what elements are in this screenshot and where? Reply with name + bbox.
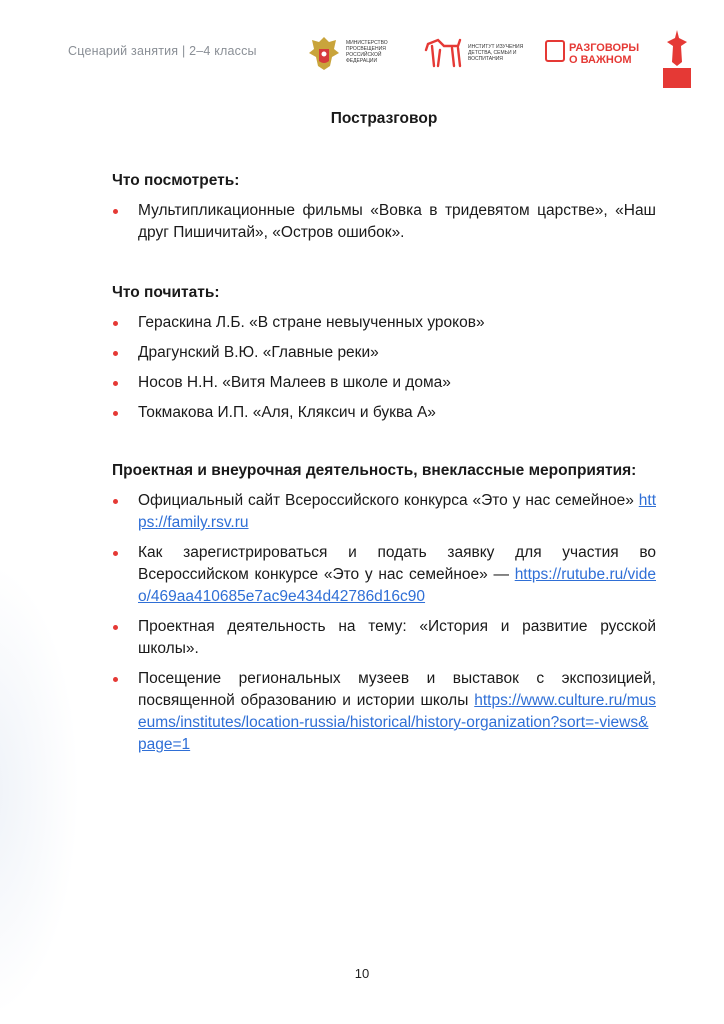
section-watch [68,170,656,244]
list-item [68,490,656,534]
document-subtitle: Сценарий занятия | 2–4 классы [68,44,257,58]
list-item-text: Токмакова И.П. «Аля, Кляксич и буква А» [138,404,436,421]
watch-list [68,200,656,244]
list-item [68,200,656,244]
page-number: 10 [354,966,370,981]
list-item [68,542,656,608]
list-item-text: Мультипликационные фильмы «Вовка в тридевятом царстве», «Наш друг Пишичитай», «Остров ошибок». [138,202,656,241]
list-item-text: Драгунский В.Ю. «Главные реки» [138,344,379,361]
eagle-emblem-icon [306,33,342,73]
list-item-text: Как зарегистрироваться и подать заявку для участия во Всероссийском конкурсе «Это у нас семейное» — [138,544,656,583]
list-item-text: Носов Н.Н. «Витя Малеев в школе и дома» [138,374,451,391]
projects-list [68,490,656,756]
list-item [68,372,656,394]
list-item [68,402,656,424]
bullet-icon [113,209,118,214]
culture-museums-link[interactable]: https://www.culture.ru/museums/institutes/location-russia/historical/history-organization?sort=-views&page=1 [138,692,656,753]
bullet-icon [113,625,118,630]
bullet-icon [113,321,118,326]
list-item [68,312,656,334]
victory-monument-icon [661,28,693,90]
institute-logo-text: ИНСТИТУТ ИЗУЧЕНИЯ ДЕТСТВА, СЕМЬИ И ВОСПИТАНИЯ [468,44,524,62]
list-item-text: Проектная деятельность на тему: «История и развитие русской школы». [138,618,656,657]
rutube-video-link[interactable]: https://rutube.ru/video/469aa410685e7ac9e434d42786d16c90 [138,566,656,605]
read-list [68,312,656,424]
list-item [68,668,656,756]
family-rsv-link[interactable]: https://family.rsv.ru [138,492,656,531]
bullet-icon [113,381,118,386]
horse-icon [424,36,464,70]
razgovory-logo [545,40,645,70]
bullet-icon [113,411,118,416]
ministry-logo [306,33,396,73]
page-content [68,110,656,764]
bullet-icon [113,499,118,504]
bullet-icon [113,351,118,356]
section-projects [68,460,656,756]
section-heading-projects: Проектная и внеурочная деятельность, внеклассные мероприятия: [112,462,637,479]
speech-bubble-icon [545,40,565,64]
section-heading-watch: Что посмотреть: [112,172,240,189]
section-heading-read: Что почитать: [112,284,220,301]
bullet-icon [113,677,118,682]
list-item-text: Гераскина Л.Б. «В стране невыученных уроков» [138,314,485,331]
section-read [68,282,656,424]
bullet-icon [113,551,118,556]
page-title: Постразговор [330,110,438,127]
institute-logo [424,36,524,72]
razgovory-logo-text: РАЗГОВОРЫ О ВАЖНОМ [569,42,640,66]
list-item [68,342,656,364]
ministry-logo-text: МИНИСТЕРСТВО ПРОСВЕЩЕНИЯ РОССИЙСКОЙ ФЕДЕРАЦИИ [346,40,388,64]
page-header [0,28,724,98]
list-item [68,616,656,660]
victory-80-logo [661,28,693,90]
list-item-text: Посещение региональных музеев и выставок с экспозицией, посвященной образованию и истории школы [138,670,656,709]
list-item-text: Официальный сайт Всероссийского конкурса «Это у нас семейное» [138,492,639,509]
